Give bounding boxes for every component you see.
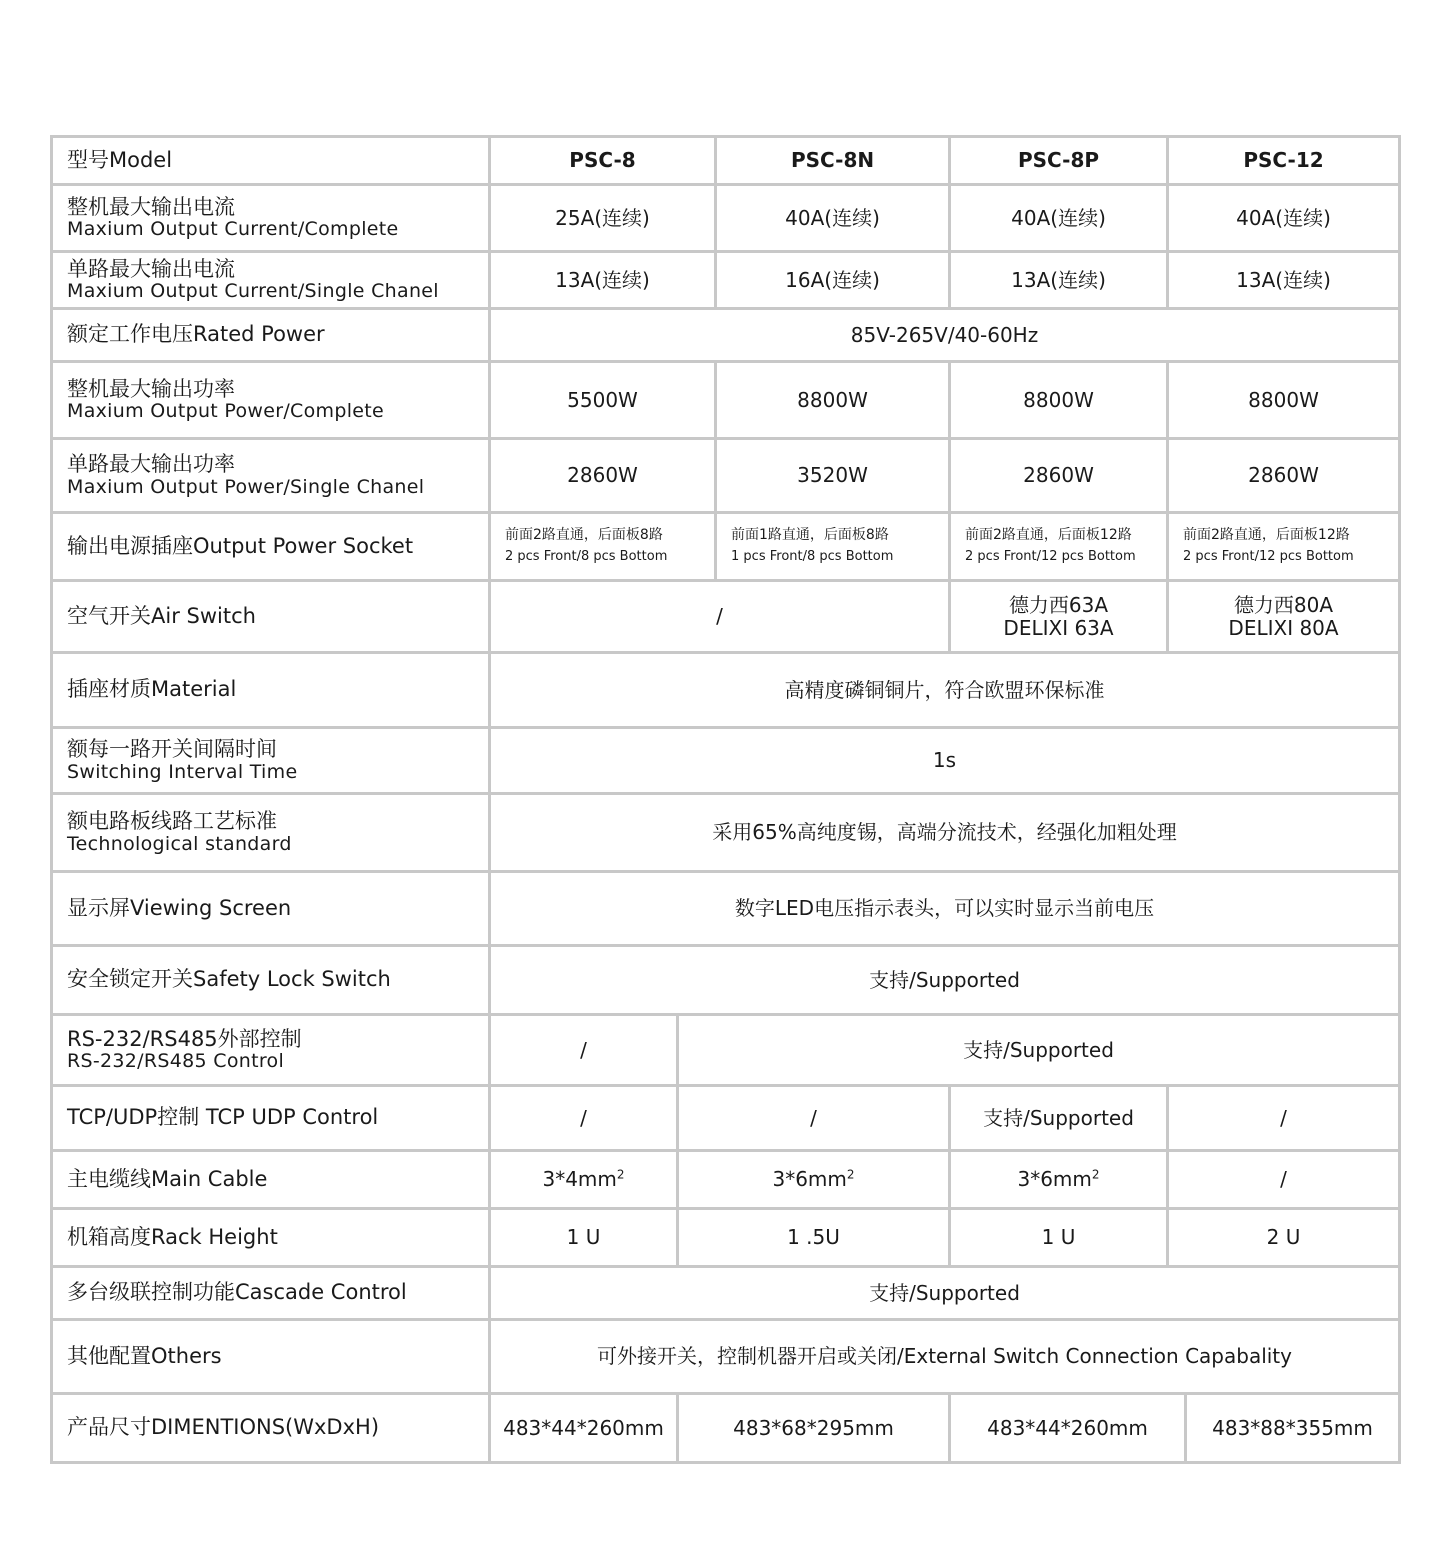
row-label: 机箱高度Rack Height <box>52 1209 490 1267</box>
row-max-current-complete <box>52 185 1400 252</box>
cable-size: 3*4mm <box>542 1167 617 1192</box>
row-interval <box>52 728 1400 794</box>
value-cell-merged: 采用65%高纯度锡，高端分流技术，经强化加粗处理 <box>490 794 1400 872</box>
label-cn: 整机最大输出功率 <box>67 376 235 401</box>
value-cell: 1 U <box>490 1209 678 1267</box>
value-cell: 16A(连续) <box>716 252 950 309</box>
row-safety-lock <box>52 946 1400 1015</box>
spec-table <box>50 135 1401 1464</box>
row-label <box>52 728 490 794</box>
row-label <box>52 362 490 439</box>
air-switch-cn: 德力西63A <box>1008 593 1109 618</box>
air-switch-cell <box>950 581 1168 653</box>
value-cell-merged: 支持/Supported <box>678 1015 1400 1086</box>
row-label: 输出电源插座Output Power Socket <box>52 513 490 581</box>
label-en: Maxium Output Current/Single Chanel <box>67 280 439 303</box>
value-cell <box>950 1151 1168 1209</box>
label-cn: 额电路板线路工艺标准 <box>67 809 277 834</box>
value-cell: 支持/Supported <box>950 1086 1168 1151</box>
value-cell: / <box>490 1015 678 1086</box>
value-cell: 13A(连续) <box>490 252 716 309</box>
model-psc-12: PSC-12 <box>1168 137 1400 185</box>
row-label: 多台级联控制功能Cascade Control <box>52 1267 490 1320</box>
value-cell: 2860W <box>490 439 716 513</box>
row-label: 产品尺寸DIMENTIONS(WxDxH) <box>52 1394 490 1463</box>
value-cell: 483*68*295mm <box>678 1394 950 1463</box>
row-tcp <box>52 1086 1400 1151</box>
row-max-current-single <box>52 252 1400 309</box>
row-max-power-single <box>52 439 1400 513</box>
label-cn: 整机最大输出电流 <box>67 194 235 219</box>
cable-size: 3*6mm <box>1017 1167 1092 1192</box>
row-label: 其他配置Others <box>52 1320 490 1394</box>
value-cell <box>678 1151 950 1209</box>
superscript: 2 <box>616 1167 625 1182</box>
row-label <box>52 252 490 309</box>
value-cell-merged: 高精度磷铜铜片，符合欧盟环保标准 <box>490 653 1400 728</box>
row-rs232 <box>52 1015 1400 1086</box>
label-cn: 单路最大输出电流 <box>67 256 235 281</box>
row-label: 插座材质Material <box>52 653 490 728</box>
value-cell: 40A(连续) <box>950 185 1168 252</box>
row-label <box>52 794 490 872</box>
value-cell: 3520W <box>716 439 950 513</box>
label-en: Maxium Output Power/Single Chanel <box>67 475 425 498</box>
socket-cn: 前面2路直通，后面板12路 <box>965 527 1132 544</box>
label-en: RS-232/RS485 Control <box>67 1050 285 1073</box>
model-psc-8: PSC-8 <box>490 137 716 185</box>
value-cell-merged: 1s <box>490 728 1400 794</box>
socket-en: 2 pcs Front/8 pcs Bottom <box>505 549 668 565</box>
row-label: 空气开关Air Switch <box>52 581 490 653</box>
row-air-switch <box>52 581 1400 653</box>
value-cell: 2 U <box>1168 1209 1400 1267</box>
socket-en: 1 pcs Front/8 pcs Bottom <box>731 549 894 565</box>
value-cell: 13A(连续) <box>1168 252 1400 309</box>
socket-cn: 前面2路直通，后面板8路 <box>505 527 663 544</box>
air-switch-en: DELIXI 80A <box>1228 615 1339 640</box>
label-cn: 额每一路开关间隔时间 <box>67 737 277 762</box>
value-cell: 25A(连续) <box>490 185 716 252</box>
label-en: Maxium Output Current/Complete <box>67 218 399 241</box>
socket-en: 2 pcs Front/12 pcs Bottom <box>1183 549 1354 565</box>
header-row <box>52 137 1400 185</box>
value-cell: 40A(连续) <box>1168 185 1400 252</box>
socket-cell <box>716 513 950 581</box>
row-rack-height <box>52 1209 1400 1267</box>
value-cell: / <box>1168 1151 1400 1209</box>
value-cell: 8800W <box>1168 362 1400 439</box>
row-max-power-complete <box>52 362 1400 439</box>
value-cell: 8800W <box>716 362 950 439</box>
value-cell: 483*88*355mm <box>1186 1394 1400 1463</box>
row-label: 额定工作电压Rated Power <box>52 309 490 362</box>
label-en: Maxium Output Power/Complete <box>67 400 385 423</box>
model-label: 型号Model <box>52 137 490 185</box>
socket-cn: 前面2路直通，后面板12路 <box>1183 527 1350 544</box>
value-cell-merged: 数字LED电压指示表头，可以实时显示当前电压 <box>490 872 1400 946</box>
socket-cell <box>950 513 1168 581</box>
value-cell: 2860W <box>1168 439 1400 513</box>
row-rated-power <box>52 309 1400 362</box>
value-cell-merged: 85V-265V/40-60Hz <box>490 309 1400 362</box>
air-switch-cell <box>1168 581 1400 653</box>
label-en: Technological standard <box>67 832 292 855</box>
row-socket <box>52 513 1400 581</box>
label-en: Switching Interval Time <box>67 760 298 783</box>
row-label: 安全锁定开关Safety Lock Switch <box>52 946 490 1015</box>
value-cell: / <box>1168 1086 1400 1151</box>
superscript: 2 <box>846 1167 855 1182</box>
row-others <box>52 1320 1400 1394</box>
superscript: 2 <box>1091 1167 1100 1182</box>
value-cell <box>490 1151 678 1209</box>
row-label: TCP/UDP控制 TCP UDP Control <box>52 1086 490 1151</box>
value-cell: 40A(连续) <box>716 185 950 252</box>
row-cascade <box>52 1267 1400 1320</box>
socket-cell <box>490 513 716 581</box>
model-psc-8n: PSC-8N <box>716 137 950 185</box>
row-dimensions <box>52 1394 1400 1463</box>
value-cell-merged: 支持/Supported <box>490 1267 1400 1320</box>
row-label <box>52 439 490 513</box>
value-cell-merged: 支持/Supported <box>490 946 1400 1015</box>
label-cn: 单路最大输出功率 <box>67 452 235 477</box>
air-switch-cn: 德力西80A <box>1233 593 1334 618</box>
row-main-cable <box>52 1151 1400 1209</box>
model-psc-8p: PSC-8P <box>950 137 1168 185</box>
value-cell: 483*44*260mm <box>950 1394 1186 1463</box>
value-cell: 1 U <box>950 1209 1168 1267</box>
socket-cell <box>1168 513 1400 581</box>
row-label: 显示屏Viewing Screen <box>52 872 490 946</box>
row-label <box>52 1015 490 1086</box>
value-cell: 1 .5U <box>678 1209 950 1267</box>
value-cell-merged: / <box>490 581 950 653</box>
socket-cn: 前面1路直通，后面板8路 <box>731 527 889 544</box>
value-cell: 5500W <box>490 362 716 439</box>
value-cell: 483*44*260mm <box>490 1394 678 1463</box>
value-cell: 2860W <box>950 439 1168 513</box>
value-cell: / <box>678 1086 950 1151</box>
row-tech-standard <box>52 794 1400 872</box>
cable-size: 3*6mm <box>772 1167 847 1192</box>
value-cell: 13A(连续) <box>950 252 1168 309</box>
row-material <box>52 653 1400 728</box>
value-cell: / <box>490 1086 678 1151</box>
row-label <box>52 185 490 252</box>
socket-en: 2 pcs Front/12 pcs Bottom <box>965 549 1136 565</box>
value-cell-merged: 可外接开关，控制机器开启或关闭/External Switch Connection Capabality <box>490 1320 1400 1394</box>
label-cn: RS-232/RS485外部控制 <box>67 1026 302 1051</box>
air-switch-en: DELIXI 63A <box>1003 615 1114 640</box>
value-cell: 8800W <box>950 362 1168 439</box>
row-screen <box>52 872 1400 946</box>
row-label: 主电缆线Main Cable <box>52 1151 490 1209</box>
